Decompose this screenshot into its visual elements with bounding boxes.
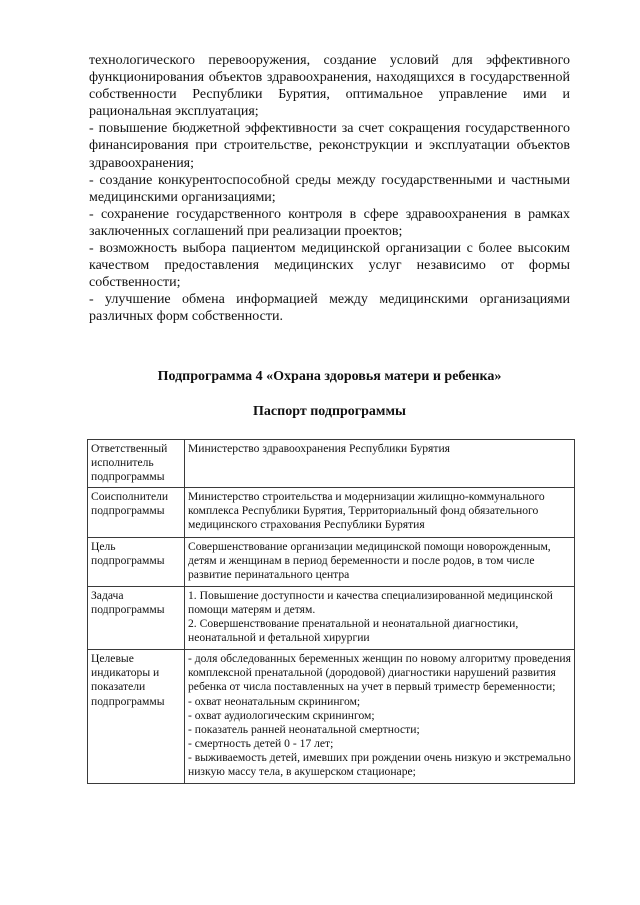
row-label: Целевые индикаторы и показатели подпрограммы bbox=[88, 650, 185, 784]
table-row bbox=[88, 537, 575, 586]
row-value-line: - охват неонатальным скринингом; bbox=[188, 694, 361, 708]
row-value bbox=[185, 488, 575, 537]
row-label: Соисполнители подпрограммы bbox=[88, 488, 185, 537]
row-value-line: 1. Повышение доступности и качества специализированной медицинской помощи матерям и детям. bbox=[188, 588, 553, 616]
row-value-line: Министерство здравоохранения Республики Бурятия bbox=[188, 442, 450, 455]
intro-paragraph: - возможность выбора пациентом медицинской организации с более высоким качеством предоставления медицинских услуг независимо от формы собственности; bbox=[89, 241, 570, 291]
row-value bbox=[185, 440, 575, 488]
intro-paragraph: технологического перевооружения, создание условий для эффективного функционирования объектов здравоохранения, находящихся в государственной собственности Республики Бурятия, оптимальное управление ими и рациональная эксплуатация; bbox=[89, 53, 570, 120]
row-value-line: - показатель ранней неонатальной смертности; bbox=[188, 722, 420, 736]
row-value-line: 2. Совершенствование пренатальной и неонатальной диагностики, неонатальной и фетальной хирургии bbox=[188, 617, 519, 645]
table-row bbox=[88, 586, 575, 649]
row-value-line: - доля обследованных беременных женщин по новому алгоритму проведения комплексной пренатальной (дородовой) диагностики нарушений развития ребенка от числа поставленных на учет в первый триместр беременности; bbox=[188, 652, 571, 694]
row-value-line: - смертность детей 0 - 17 лет; bbox=[188, 736, 334, 750]
intro-paragraph: - сохранение государственного контроля в сфере здравоохранения в рамках заключенных соглашений при реализации проектов; bbox=[89, 206, 570, 239]
intro-paragraph: - создание конкурентоспособной среды между государственными и частными медицинскими организациями; bbox=[89, 172, 570, 205]
table-row bbox=[88, 440, 575, 488]
table-row bbox=[88, 488, 575, 537]
document-page bbox=[89, 52, 570, 420]
intro-paragraph: - повышение бюджетной эффективности за счет сокращения государственного финансирования при строительстве, реконструкции и эксплуатации объектов здравоохранения; bbox=[89, 121, 570, 171]
row-value-line: Совершенствование организации медицинской помощи новорожденным, детям и женщинам в период беременности и после родов, в том числе развитие перинатального центра bbox=[188, 539, 551, 581]
row-value-line: - выживаемость детей, имевших при рождении очень низкую и экстремально низкую массу тела, в акушерском стационаре; bbox=[188, 750, 571, 778]
row-label: Цель подпрограммы bbox=[88, 537, 185, 586]
passport-title: Паспорт подпрограммы bbox=[253, 403, 406, 419]
row-value bbox=[185, 537, 575, 586]
subprogram-title: Подпрограмма 4 «Охрана здоровья матери и ребенка» bbox=[157, 368, 502, 384]
intro-text bbox=[89, 52, 570, 326]
intro-paragraph: - улучшение обмена информацией между медицинскими организациями различных форм собственности. bbox=[89, 292, 570, 325]
row-label: Ответственный исполнитель подпрограммы bbox=[88, 440, 185, 488]
row-value-line: Министерство строительства и модернизации жилищно-коммунального комплекса Республики Бурятия, Территориальный фонд обязательного медицинского страхования Республики Бурятия bbox=[188, 490, 545, 532]
table-row bbox=[88, 650, 575, 784]
row-value-line: - охват аудиологическим скринингом; bbox=[188, 708, 375, 722]
passport-table bbox=[87, 439, 575, 784]
row-value bbox=[185, 650, 575, 784]
row-value bbox=[185, 586, 575, 649]
row-label: Задача подпрограммы bbox=[88, 586, 185, 649]
